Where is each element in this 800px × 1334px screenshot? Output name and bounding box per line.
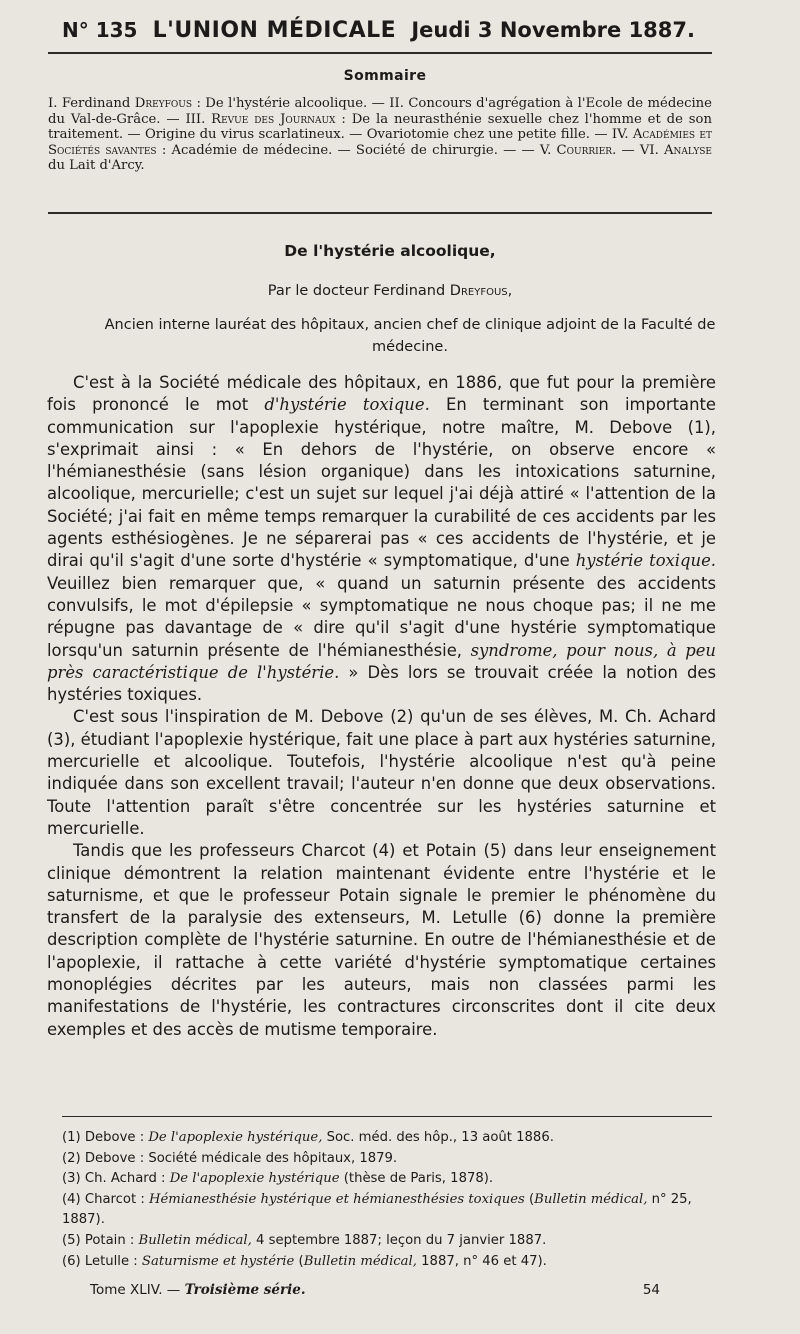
sommaire-part: : Académie de médecine. — Société de chirurgie. — — V. <box>161 142 552 158</box>
article-body <box>47 372 716 1041</box>
sommaire-part: Académies et Sociétés savantes <box>48 127 713 158</box>
sommaire-part: : De la neurasthénie sexuelle chez l'homme et de son traitement. — Origine du virus scarlatineux. — Ovariotomie chez une petite fille. — IV. <box>48 111 712 142</box>
text-run: En terminant son importante communication sur l'apoplexie hystérique, notre maître, M. Debove (1), s'exprimait ainsi : « En dehors de l'hystérie, on observe encore « l'hémianesthésie (sans lésion organique) dans les intoxications saturnine, alcoolique, mercurielle; c'est un sujet sur lequel j'ai déjà attiré « l'attention de la Société; j'ai fait en même temps remarquer la curabilité de ces accidents par les agents esthésiogènes. Je ne séparerai pas « ces accidents de l'hystérie, et je dirai qu'il s'agit d'une sorte d'hystérie « symptomatique, d'une <box>47 395 717 571</box>
sommaire-part: du Lait d'Arcy. <box>48 158 145 173</box>
text-run: C'est à la Société médicale des hôpitaux, en 1886, que fut pour la première fois prononcé le mot <box>47 373 716 415</box>
sommaire-title: Sommaire <box>343 68 427 84</box>
header-rule <box>48 52 712 54</box>
footnote-text: (6) Letulle : <box>62 1253 138 1269</box>
author-affiliation: Ancien interne lauréat des hôpitaux, ancien chef de clinique adjoint de la Faculté de médecine. <box>104 317 716 355</box>
page-header <box>62 18 695 43</box>
sommaire-part: Dreyfous <box>134 96 192 111</box>
issue-number: N° 135 <box>62 18 138 42</box>
sommaire-part: . — VI. <box>612 142 659 158</box>
footnote <box>62 1169 712 1190</box>
volume-label: Tome XLIV. — <box>90 1282 181 1298</box>
footnote <box>62 1128 712 1149</box>
footnote-italic: De l'apoplexie hystérique, <box>148 1130 323 1145</box>
footnote-rule <box>62 1116 712 1117</box>
page-footer <box>90 1282 660 1298</box>
footnotes <box>62 1128 712 1272</box>
series-label: Troisième série. <box>184 1282 306 1298</box>
footnote-text: 1887, n° 46 et 47). <box>421 1253 547 1269</box>
footnote-text: (thèse de Paris, 1878). <box>343 1171 494 1187</box>
footnote-text: (4) Charcot : <box>62 1191 145 1207</box>
italic-run: syndrome, pour nous, à peu près caractéristique de l'hystérie. <box>47 640 716 682</box>
sommaire-part: : De l'hystérie alcoolique. — II. Concours d'agrégation à l'Ecole de médecine du Val-de-Grâce. — III. <box>48 96 712 127</box>
footnote <box>62 1252 712 1273</box>
paragraph: C'est sous l'inspiration de M. Debove (2) qu'un de ses élèves, M. Ch. Achard (3), étudiant l'apoplexie hystérique, fait une place à part aux hystéries saturnine, mercurielle et alcoolique. Toutefois, l'hystérie alcoolique n'est qu'à peine indiquée dans son excellent travail; l'auteur n'en donne que deux observations. Toute l'attention paraît s'être concentrée sur les hystéries saturnine et mercurielle. <box>47 707 716 838</box>
page-number: 54 <box>642 1282 660 1298</box>
journal-title: L'UNION MÉDICALE <box>152 18 397 43</box>
volume-info <box>90 1282 306 1298</box>
footnote-italic: Bulletin médical, <box>534 1191 648 1207</box>
footnote-text: ( <box>528 1191 535 1207</box>
footnote-text: Soc. méd. des hôp., 13 août 1886. <box>326 1130 554 1145</box>
author-name: Dreyfous, <box>449 283 513 299</box>
footnote-text: (5) Potain : <box>62 1232 135 1248</box>
sommaire-part: I. Ferdinand <box>48 96 131 111</box>
paragraph <box>47 372 716 706</box>
footnote-text: (1) Debove : <box>62 1130 145 1145</box>
byline-prefix: Par le docteur Ferdinand <box>267 283 446 299</box>
footnote-italic: Saturnisme et hystérie <box>141 1253 295 1269</box>
sommaire-part: Analyse <box>664 142 712 158</box>
footnote: (2) Debove : Société médicale des hôpitaux, 1879. <box>62 1150 398 1166</box>
text-run: » Dès lors se trouvait créée la notion des hystéries toxiques. <box>47 662 716 705</box>
footnote-italic: Bulletin médical, <box>303 1253 417 1269</box>
footnote-italic: De l'apoplexie hystérique <box>169 1171 340 1187</box>
footnote <box>62 1190 712 1231</box>
footnote-italic: Bulletin médical, <box>138 1232 252 1248</box>
italic-run: hystérie toxique. <box>575 551 717 571</box>
sommaire-part: Courrier <box>556 142 613 158</box>
footnote-italic: Hémianesthésie hystérique et hémianesthésies toxiques <box>148 1191 525 1207</box>
footnote-text: ( <box>298 1253 304 1269</box>
italic-run: d'hystérie toxique. <box>264 395 430 415</box>
paragraph: Tandis que les professeurs Charcot (4) et Potain (5) dans leur enseignement clinique démontrent la relation maintenant évidente entre l'hystérie et le saturnisme, et que le professeur Potain signale le premier le phénomène du transfert de la paralysie des extenseurs, M. Letulle (6) donne la première description complète de l'hystérie saturnine. En outre de l'hémianesthésie et de l'apoplexie, il rattache à cette variété d'hystérie symptomatique certaines monoplégies décrites par les auteurs, mais non classées parmi les manifestations de l'hystérie, les contractures circonscrites dont il cite deux exemples et des accès de mutisme temporaire. <box>47 841 716 1039</box>
issue-date: Jeudi 3 Novembre 1887. <box>411 18 695 42</box>
text-run: Veuillez bien remarquer que, « quand un saturnin présente des accidents convulsifs, le mot d'épilepsie « symptomatique ne nous choque pas; il ne me répugne pas davantage de « dire qu'il s'agit d'une hystérie symptomatique lorsqu'un saturnin présente de l'hémianesthésie, <box>47 573 716 660</box>
sommaire-rule <box>48 212 712 214</box>
article-title: De l'hystérie alcoolique, <box>284 242 496 260</box>
footnote <box>62 1231 712 1252</box>
article-byline <box>0 283 780 299</box>
footnote-text: n° 25, 1887). <box>62 1191 692 1228</box>
footnote-text: (3) Ch. Achard : <box>62 1171 166 1187</box>
footnote-text: 4 septembre 1887; leçon du 7 janvier 1887. <box>256 1232 547 1248</box>
sommaire-text <box>48 96 712 174</box>
sommaire-part: Revue des Journaux <box>211 111 336 127</box>
